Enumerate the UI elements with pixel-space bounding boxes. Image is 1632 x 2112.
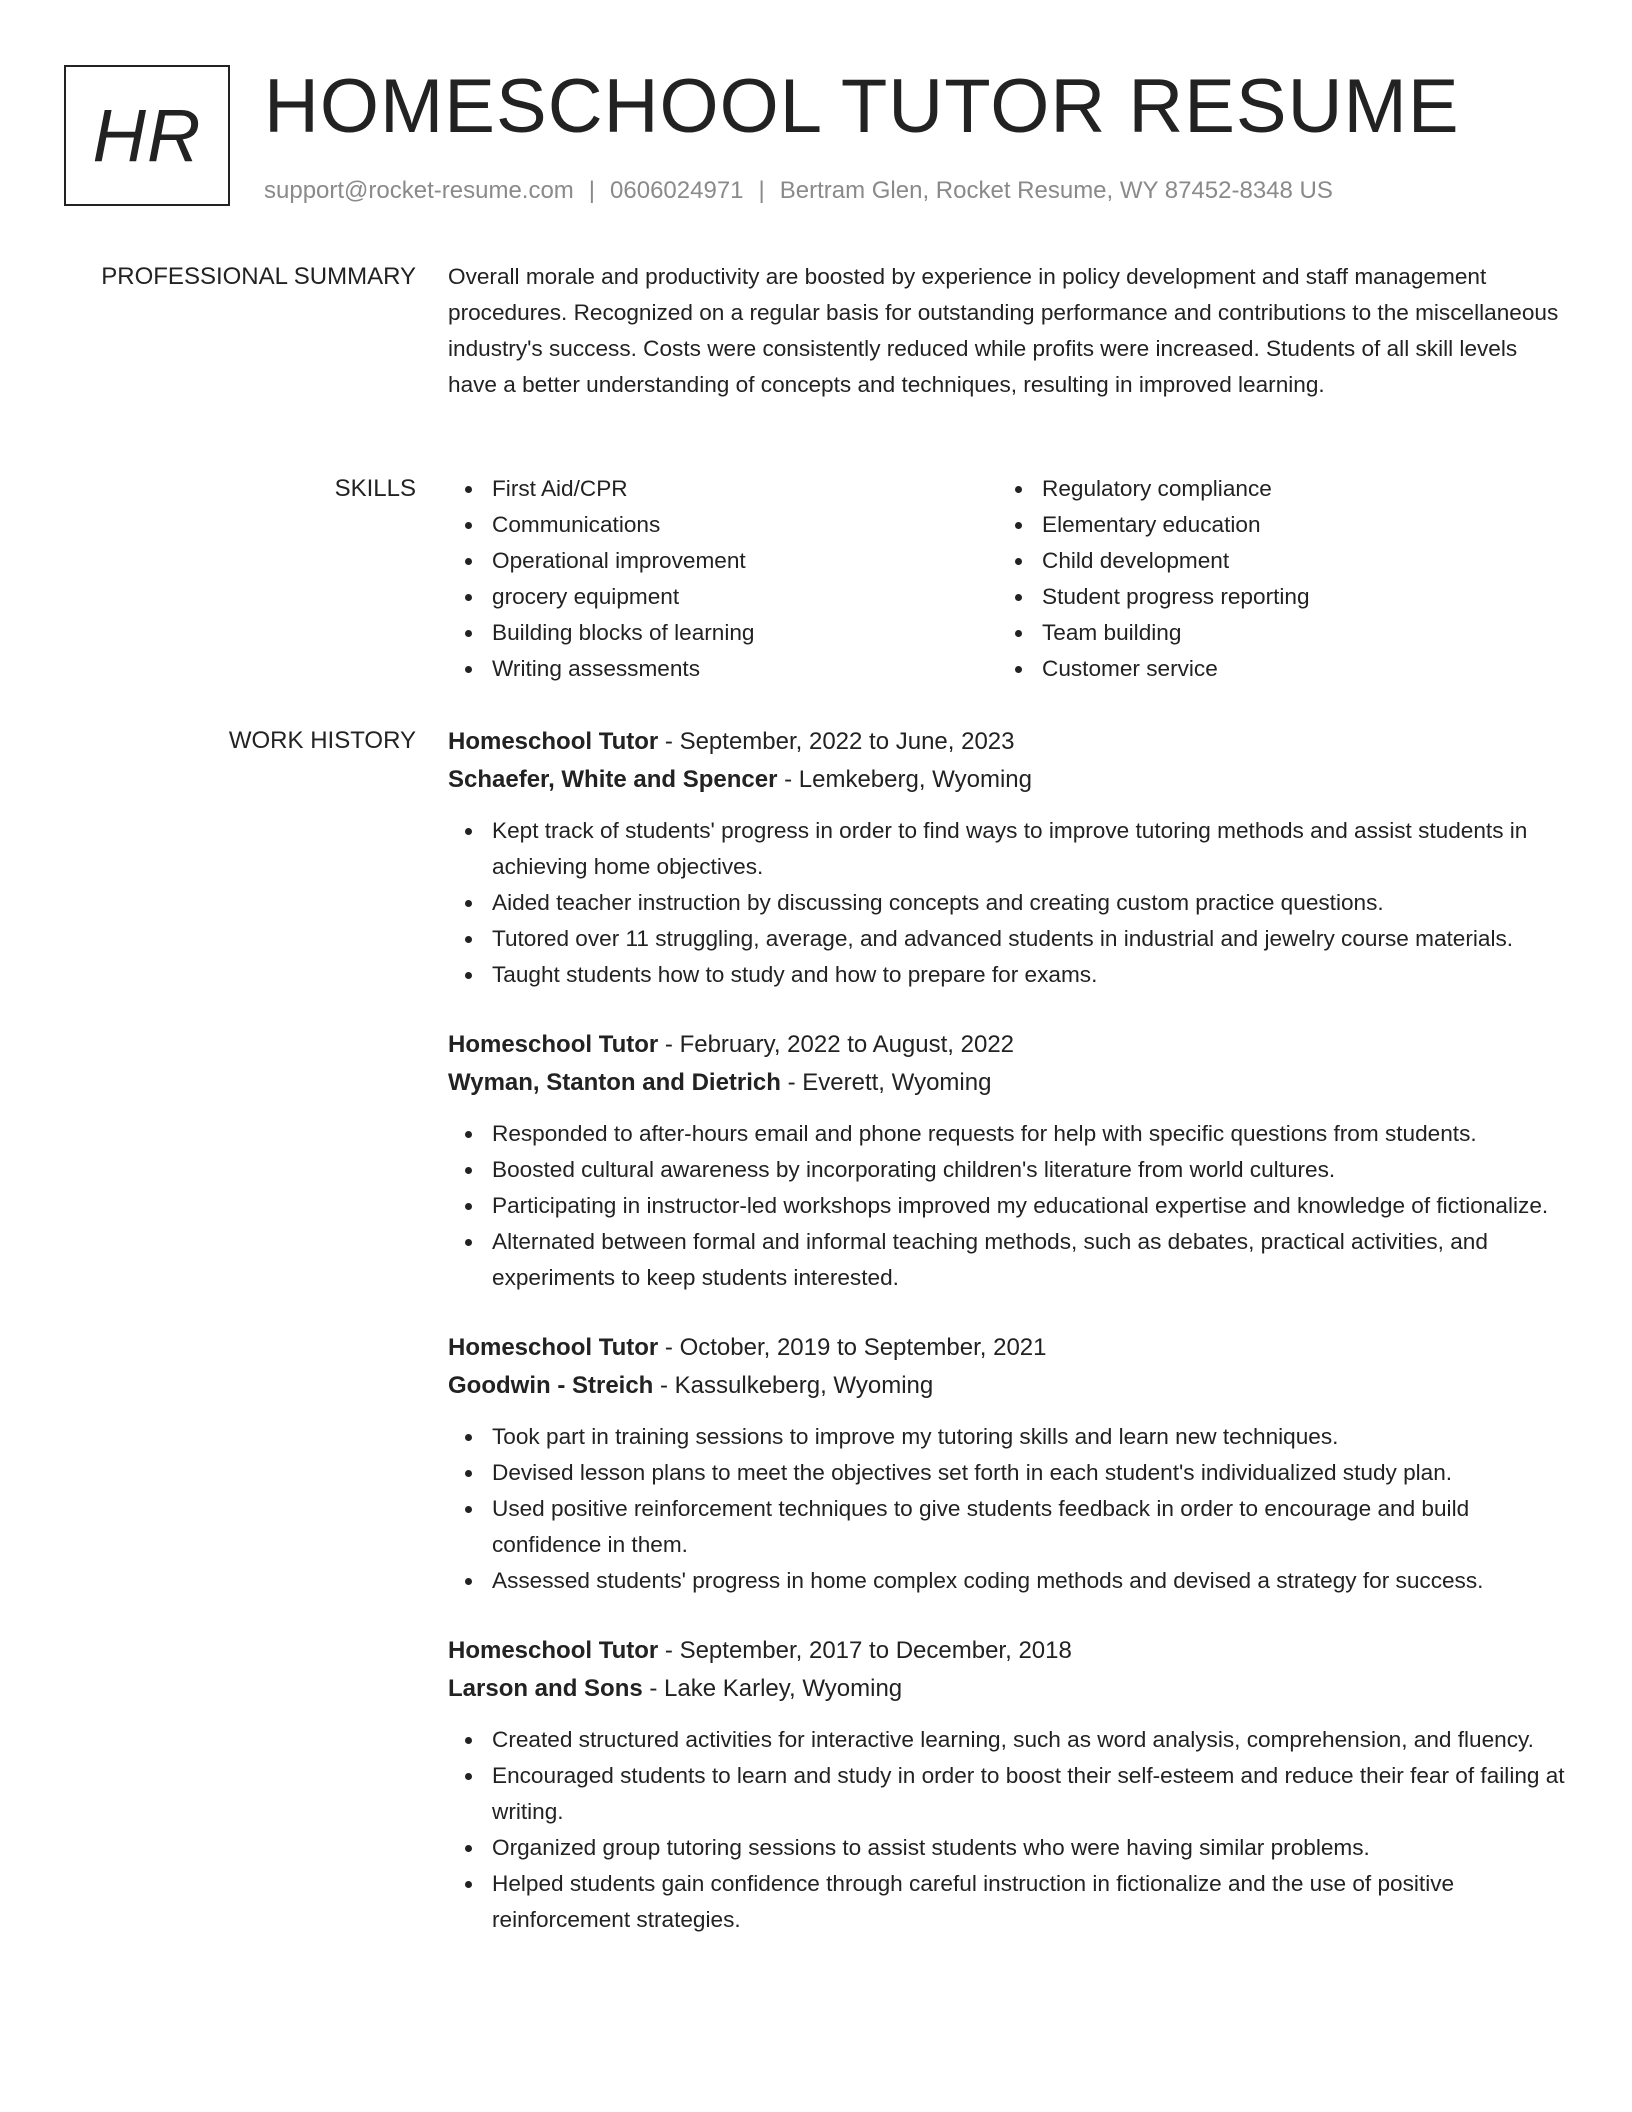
job-bullet: Participating in instructor-led workshops improved my educational expertise and knowledge of fictionalize. <box>448 1188 1568 1224</box>
job-bullet: Encouraged students to learn and study in order to boost their self-esteem and reduce their fear of failing at writing. <box>448 1758 1568 1830</box>
job-bullet: Kept track of students' progress in order to find ways to improve tutoring methods and assist students in achieving home objectives. <box>448 813 1568 885</box>
job-title: Homeschool Tutor <box>448 1031 659 1058</box>
job-bullet: Organized group tutoring sessions to assist students who were having similar problems. <box>448 1830 1568 1866</box>
skills-heading: SKILLS <box>334 475 416 502</box>
job-title-line <box>448 723 1568 761</box>
skill-item: Student progress reporting <box>998 579 1548 615</box>
job-bullet: Taught students how to study and how to prepare for exams. <box>448 957 1568 993</box>
job-company: Goodwin - Streich <box>448 1372 654 1399</box>
work-history-body <box>448 723 1568 1971</box>
monogram-logo: HR <box>64 65 230 206</box>
job-dates: - February, 2022 to August, 2022 <box>664 1031 1015 1058</box>
job-title-line <box>448 1632 1568 1670</box>
skills-grid <box>448 471 1568 687</box>
skill-item: Child development <box>998 543 1548 579</box>
job-bullet: Assessed students' progress in home complex coding methods and devised a strategy for success. <box>448 1563 1568 1599</box>
job-company-line <box>448 761 1568 799</box>
job-bullet: Used positive reinforcement techniques to give students feedback in order to encourage and build confidence in them. <box>448 1491 1568 1563</box>
skill-item: Writing assessments <box>448 651 998 687</box>
job-entry <box>448 723 1568 993</box>
job-title: Homeschool Tutor <box>448 728 659 755</box>
skill-item: grocery equipment <box>448 579 998 615</box>
job-bullet: Responded to after-hours email and phone requests for help with specific questions from students. <box>448 1116 1568 1152</box>
job-bullet: Took part in training sessions to improve my tutoring skills and learn new techniques. <box>448 1419 1568 1455</box>
skills-list-right <box>998 471 1548 687</box>
job-company: Wyman, Stanton and Dietrich <box>448 1069 781 1096</box>
job-bullet: Tutored over 11 struggling, average, and advanced students in industrial and jewelry course materials. <box>448 921 1568 957</box>
job-title-line <box>448 1026 1568 1064</box>
contact-line <box>264 175 1333 206</box>
job-bullet: Aided teacher instruction by discussing concepts and creating custom practice questions. <box>448 885 1568 921</box>
summary-text: Overall morale and productivity are boosted by experience in policy development and staff management procedures. Recognized on a regular basis for outstanding performance and contributions to the miscellaneous industry's success. Costs were consistently reduced while profits were increased. Students of all skill levels have a better understanding of concepts and techniques, resulting in improved learning. <box>448 264 1559 397</box>
skill-item: Communications <box>448 507 998 543</box>
job-bullet: Helped students gain confidence through careful instruction in fictionalize and the use of positive reinforcement strategies. <box>448 1866 1568 1938</box>
job-location: - Lake Karley, Wyoming <box>649 1675 903 1702</box>
job-bullet: Boosted cultural awareness by incorporating children's literature from world cultures. <box>448 1152 1568 1188</box>
job-entry <box>448 1026 1568 1296</box>
job-entry <box>448 1632 1568 1938</box>
job-company: Larson and Sons <box>448 1675 643 1702</box>
contact-phone: 0606024971 <box>610 177 744 204</box>
job-title-line <box>448 1329 1568 1367</box>
contact-separator: | <box>758 177 765 204</box>
job-bullets <box>448 813 1568 993</box>
skill-item: Team building <box>998 615 1548 651</box>
job-company-line <box>448 1670 1568 1708</box>
job-location: - Lemkeberg, Wyoming <box>784 766 1032 793</box>
skill-item: Building blocks of learning <box>448 615 998 651</box>
job-title: Homeschool Tutor <box>448 1637 659 1664</box>
job-dates: - October, 2019 to September, 2021 <box>664 1334 1047 1361</box>
job-bullets <box>448 1419 1568 1599</box>
job-bullet: Alternated between formal and informal teaching methods, such as debates, practical activities, and experiments to keep students interested. <box>448 1224 1568 1296</box>
job-bullets <box>448 1722 1568 1938</box>
job-title: Homeschool Tutor <box>448 1334 659 1361</box>
job-entry <box>448 1329 1568 1599</box>
skills-body <box>448 471 1568 687</box>
summary-heading: PROFESSIONAL SUMMARY <box>101 263 416 290</box>
page-title: HOMESCHOOL TUTOR RESUME <box>264 64 1460 149</box>
job-dates: - September, 2022 to June, 2023 <box>664 728 1015 755</box>
skill-item: Customer service <box>998 651 1548 687</box>
skill-item: Elementary education <box>998 507 1548 543</box>
job-dates: - September, 2017 to December, 2018 <box>664 1637 1072 1664</box>
work-history-heading: WORK HISTORY <box>228 727 416 754</box>
skill-item: Operational improvement <box>448 543 998 579</box>
job-location: - Everett, Wyoming <box>787 1069 992 1096</box>
job-bullet: Created structured activities for interactive learning, such as word analysis, comprehension, and fluency. <box>448 1722 1568 1758</box>
contact-address: Bertram Glen, Rocket Resume, WY 87452-8348 US <box>779 177 1333 204</box>
skill-item: Regulatory compliance <box>998 471 1548 507</box>
resume-header <box>64 65 1584 210</box>
contact-email: support@rocket-resume.com <box>264 177 574 204</box>
skills-list-left <box>448 471 998 687</box>
job-company: Schaefer, White and Spencer <box>448 766 778 793</box>
contact-separator: | <box>588 177 596 204</box>
job-company-line <box>448 1367 1568 1405</box>
job-company-line <box>448 1064 1568 1102</box>
job-bullet: Devised lesson plans to meet the objectives set forth in each student's individualized study plan. <box>448 1455 1568 1491</box>
job-bullets <box>448 1116 1568 1296</box>
skill-item: First Aid/CPR <box>448 471 998 507</box>
job-location: - Kassulkeberg, Wyoming <box>660 1372 934 1399</box>
